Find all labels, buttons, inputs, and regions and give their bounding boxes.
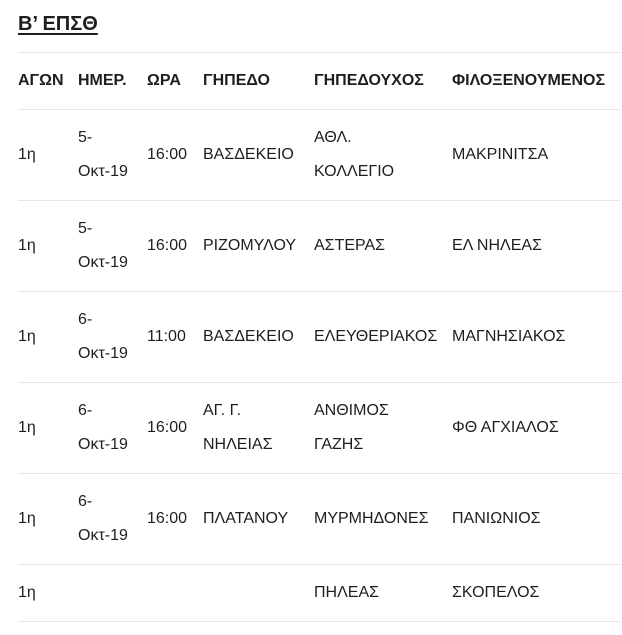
table-header-row	[18, 53, 620, 110]
date-cell: 5-Οκτ-19	[78, 220, 128, 271]
round-cell: 1η	[18, 146, 36, 163]
date-cell: 5-Οκτ-19	[78, 129, 128, 180]
table-row	[18, 383, 620, 474]
column-header-away-team: ΦΙΛΟΞΕΝΟΥΜΕΝΟΣ	[452, 72, 606, 89]
home-team-cell: ΑΣΤΕΡΑΣ	[314, 237, 386, 254]
away-team-cell: ΠΑΝΙΩΝΙΟΣ	[452, 510, 541, 527]
round-cell: 1η	[18, 237, 36, 254]
time-cell: 16:00	[147, 237, 188, 254]
time-cell: 16:00	[147, 146, 188, 163]
fixtures-table	[18, 52, 620, 622]
round-cell: 1η	[18, 510, 36, 527]
venue-cell: ΒΑΣΔΕΚΕΙΟ	[203, 146, 294, 163]
time-cell: 16:00	[147, 510, 188, 527]
home-team-cell: ΜΥΡΜΗΔΟΝΕΣ	[314, 510, 429, 527]
home-team-cell: ΑΘΛ. ΚΟΛΛΕΓΙΟ	[314, 129, 395, 180]
column-header-venue: ΓΗΠΕΔΟ	[203, 72, 270, 89]
venue-cell: ΒΑΣΔΕΚΕΙΟ	[203, 328, 294, 345]
venue-cell: ΠΛΑΤΑΝΟΥ	[203, 510, 289, 527]
column-header-home-team: ΓΗΠΕΔΟΥΧΟΣ	[314, 72, 424, 89]
column-header-round: ΑΓΩΝ	[18, 72, 64, 89]
away-team-cell: ΣΚΟΠΕΛΟΣ	[452, 584, 540, 601]
round-cell: 1η	[18, 328, 36, 345]
venue-cell: ΡΙΖΟΜΥΛΟΥ	[203, 237, 297, 254]
table-row	[18, 292, 620, 383]
away-team-cell: ΜΑΚΡΙΝΙΤΣΑ	[452, 146, 549, 163]
column-header-time: ΩΡΑ	[147, 72, 181, 89]
date-cell: 6-Οκτ-19	[78, 311, 128, 362]
venue-cell: ΑΓ. Γ. ΝΗΛΕΙΑΣ	[203, 402, 273, 453]
home-team-cell: ΕΛΕΥΘΕΡΙΑΚΟΣ	[314, 328, 438, 345]
page-title: Β’ ΕΠΣΘ	[18, 13, 98, 35]
time-cell: 16:00	[147, 419, 188, 436]
round-cell: 1η	[18, 419, 36, 436]
date-cell: 6-Οκτ-19	[78, 402, 128, 453]
away-team-cell: ΦΘ ΑΓΧΙΑΛΟΣ	[452, 419, 559, 436]
home-team-cell: ΑΝΘΙΜΟΣ ΓΑΖΗΣ	[314, 402, 389, 453]
table-row	[18, 110, 620, 201]
table-row	[18, 565, 620, 622]
away-team-cell: ΕΛ ΝΗΛΕΑΣ	[452, 237, 542, 254]
round-cell: 1η	[18, 584, 36, 601]
column-header-date: ΗΜΕΡ.	[78, 72, 127, 89]
table-row	[18, 474, 620, 565]
table-row	[18, 201, 620, 292]
away-team-cell: ΜΑΓΝΗΣΙΑΚΟΣ	[452, 328, 566, 345]
date-cell: 6-Οκτ-19	[78, 493, 128, 544]
time-cell: 11:00	[147, 328, 186, 345]
home-team-cell: ΠΗΛΕΑΣ	[314, 584, 380, 601]
